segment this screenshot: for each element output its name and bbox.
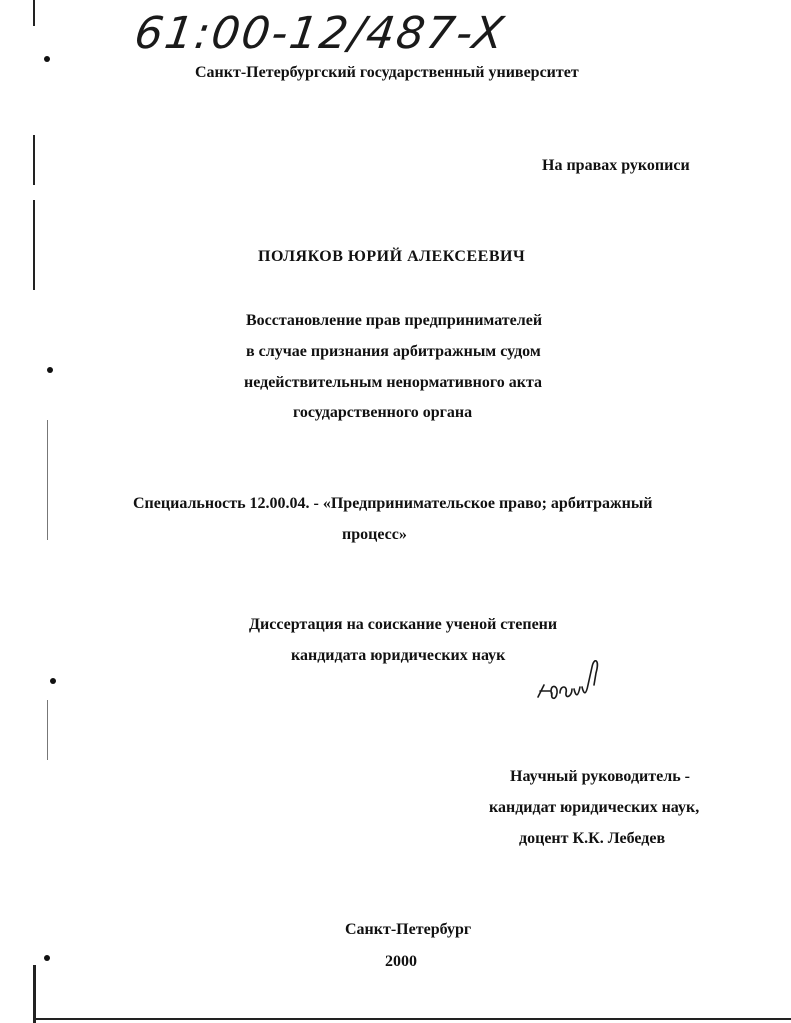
author-name: ПОЛЯКОВ ЮРИЙ АЛЕКСЕЕВИЧ (258, 248, 526, 265)
city: Санкт-Петербург (345, 921, 472, 938)
scan-mark (47, 367, 53, 373)
scan-mark (44, 56, 50, 62)
scan-edge-line (33, 965, 36, 1023)
scan-bottom-line (33, 1018, 791, 1020)
scan-edge-line (33, 200, 35, 290)
degree-line: кандидата юридических наук (291, 647, 506, 664)
scan-mark (44, 955, 50, 961)
title-line: в случае признания арбитражным судом (246, 343, 541, 360)
scan-edge-line (33, 0, 35, 26)
degree-line: Диссертация на соискание ученой степени (249, 616, 558, 633)
manuscript-rights-note: На правах рукописи (542, 157, 690, 174)
archive-code-handwritten: 61:00-12/487-X (131, 8, 509, 59)
supervisor-line: кандидат юридических наук, (489, 799, 700, 816)
title-line: Восстановление прав предпринимателей (246, 312, 543, 329)
scan-edge-line (33, 135, 35, 185)
scan-mark (50, 678, 56, 684)
supervisor-line: Научный руководитель - (510, 768, 690, 785)
university-name: Санкт-Петербургский государственный университет (195, 64, 579, 81)
scan-edge-line (47, 420, 48, 540)
title-line: государственного органа (293, 404, 473, 421)
year: 2000 (385, 953, 417, 970)
scan-edge-line (47, 700, 48, 760)
supervisor-line: доцент К.К. Лебедев (519, 830, 666, 847)
signature (530, 645, 610, 715)
specialty-line: Специальность 12.00.04. - «Предпринимательское право; арбитражный (133, 495, 653, 512)
title-line: недействительным ненормативного акта (244, 374, 542, 391)
specialty-line: процесс» (342, 526, 407, 543)
